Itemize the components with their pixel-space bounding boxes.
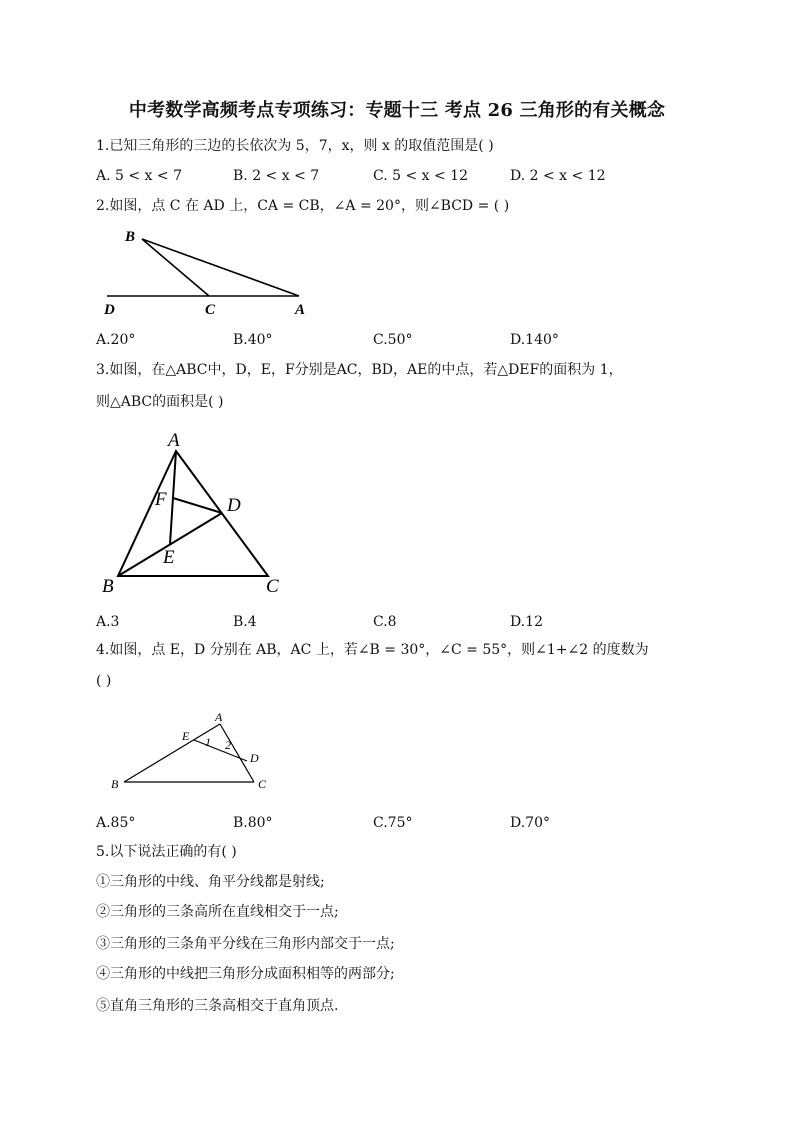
q2-label-b: B [125,229,136,245]
q4-option-b: B.80° [233,815,273,831]
q2-stem: 2.如图，点 C 在 AD 上，CA = CB，∠A = 20°，则∠BCD = ( ) [96,198,510,214]
q5-item-1: ①三角形的中线、角平分线都是射线; [96,874,325,890]
q3-label-c: C [266,576,279,597]
q4-label-b: B [111,777,119,791]
q4-label-a: A [215,710,223,724]
q4-option-a: A.85° [96,815,136,831]
q4-stem-line2: ( ) [96,673,112,689]
q5-stem: 5.以下说法正确的有( ) [96,844,237,860]
q1-option-c: C. 5 < x < 12 [373,168,468,184]
q3-option-a: A.3 [96,614,120,630]
q2-option-d: D.140° [510,332,559,348]
q2-option-a: A.20° [96,332,136,348]
page-title: 中考数学高频考点专项练习：专题十三 考点 26 三角形的有关概念 [128,100,666,121]
q3-option-b: B.4 [233,614,257,630]
q2-label-a: A [295,302,306,318]
q4-label-1: 1 [205,735,211,749]
q3-option-d: D.12 [510,614,543,630]
q2-option-c: C.50° [373,332,413,348]
q3-option-c: C.8 [373,614,397,630]
q1-option-a: A. 5 < x < 7 [96,168,182,184]
q4-segment-ba [124,724,220,782]
q5-item-3: ③三角形的三条角平分线在三角形内部交于一点; [96,936,395,952]
q4-segment-ed [194,740,247,761]
q4-label-c: C [258,777,267,791]
q4-option-d: D.70° [510,815,550,831]
q1-stem: 1.已知三角形的三边的长依次为 5，7，x，则 x 的取值范围是( ) [96,138,494,154]
q1-option-d: D. 2 < x < 12 [510,168,606,184]
q4-label-d: D [250,751,259,765]
q5-item-4: ④三角形的中线把三角形分成面积相等的两部分; [96,966,395,982]
q5-item-2: ②三角形的三条高所在直线相交于一点; [96,904,339,920]
q3-stem-line2: 则△ABC的面积是( ) [96,394,224,410]
q5-item-5: ⑤直角三角形的三条高相交于直角顶点. [96,998,339,1014]
q2-option-b: B.40° [233,332,273,348]
q3-label-d: D [227,495,241,516]
q4-segment-ac [220,724,254,782]
q2-label-d: D [104,302,115,318]
q1-option-b: B. 2 < x < 7 [233,168,320,184]
q4-stem-line1: 4.如图，点 E，D 分别在 AB，AC 上，若∠B = 30°，∠C = 55°，则∠1+∠2 的度数为 [96,642,649,658]
q3-label-b: B [102,576,114,597]
q3-stem-line1: 3.如图，在△ABC中，D，E，F分别是AC，BD，AE的中点，若△DEF的面积为 1， [96,362,623,378]
q4-label-e: E [182,729,190,743]
q3-label-e: E [163,547,175,568]
q3-label-a: A [168,430,180,451]
q4-option-c: C.75° [373,815,413,831]
q4-label-2: 2 [225,738,231,752]
q2-label-c: C [205,302,216,318]
q3-label-f: F [155,489,167,510]
